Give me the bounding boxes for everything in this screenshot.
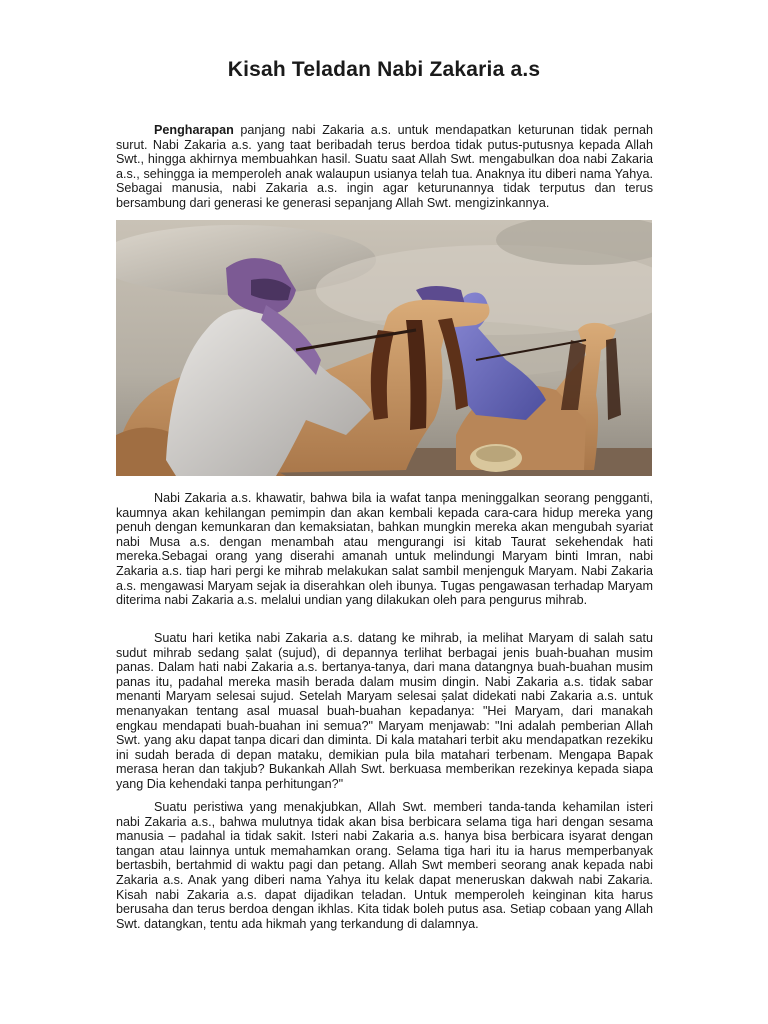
paragraph-text: panjang nabi Zakaria a.s. untuk mendapatkan keturunan tidak pernah surut. Nabi Zakaria a.s. yang taat beribadah terus berdoa tidak putus-putusnya kepada Allah Swt., hingga akhirnya membuahkan hasil. Suatu saat Allah Swt. mengabulkan doa nabi Zakaria a.s., sehingga ia memperoleh anak walaupun usianya telah tua. Anaknya itu diberi nama Yahya. Sebagai manusia, nabi Zakaria a.s. ingin agar keturunannya tidak terputus dan terus bersambung dari generasi ke generasi sepanjang Allah Swt. mengizinkannya.: [116, 123, 653, 210]
paragraph-4: Suatu peristiwa yang menakjubkan, Allah Swt. memberi tanda-tanda kehamilan isteri nabi Zakaria a.s., bahwa mulutnya tidak akan bisa berbicara selama tiga hari dengan sesama manusia – padahal ia tidak sakit. Isteri nabi Zakaria a.s. hanya bisa berbicara isyarat dengan tangan atau lainnya untuk memahamkan orang. Selama tiga hari itu ia harus memperbanyak bertasbih, bertahmid di waktu pagi dan petang. Allah Swt memberi seorang anak kepada nabi Zakaria a.s. Anak yang diberi nama Yahya itu kelak dapat meneruskan dakwah nabi Zakaria. Kisah nabi Zakaria a.s. dapat dijadikan teladan. Untuk memperoleh keinginan kita harus berusaha dan terus berdoa dengan ikhlas. Kita tidak boleh putus asa. Setiap cobaan yang Allah Swt. datangkan, tentu ada hikmah yang terkandung di dalamnya.: [116, 800, 653, 931]
camel-riders-illustration: [116, 220, 652, 476]
paragraph-1: [116, 123, 653, 211]
paragraph-3: Suatu hari ketika nabi Zakaria a.s. datang ke mihrab, ia melihat Maryam di salah satu sudut mihrab sedang ṣalat (sujud), di depannya terlihat berbagai jenis buah-buahan musim panas. Dalam hati nabi Zakaria a.s. bertanya-tanya, dari mana datangnya buah-buahan musim panas itu, padahal mereka masih berada dalam musim dingin. Nabi Zakaria a.s. tidak sabar menanti Maryam selesai sujud. Setelah Maryam selesai ṣalat didekati nabi Zakaria a.s. untuk menanyakan tentang asal muasal buah-buahan kepadanya: "Hei Maryam, dari manakah engkau mendapati buah-buahan ini semua?" Maryam menjawab: "Ini adalah pemberian Allah Swt. yang aku dapat tanpa dicari dan diminta. Di kala matahari terbit aku mendapatkan rezekiku ini sudah berada di depan mataku, demikian pula bila matahari terbenam. Mengapa Bapak merasa heran dan takjub? Bukankah Allah Swt. berkuasa memberikan rezekinya kepada siapa yang Dia kehendaki tanpa perhitungan?": [116, 631, 653, 791]
paragraph-lead: Pengharapan: [154, 123, 234, 137]
paragraph-2: Nabi Zakaria a.s. khawatir, bahwa bila ia wafat tanpa meninggalkan seorang pengganti, kaumnya akan kehilangan pemimpin dan akan kembali kepada cara-cara hidup mereka yang penuh dengan kemunkaran dan kemaksiatan, bahkan mungkin mereka akan mengubah syariat nabi Musa a.s. dengan menambah atau mengurangi isi kitab Taurat sekehendak hati mereka.Sebagai orang yang diserahi amanah untuk melindungi Maryam binti Imran, nabi Zakaria a.s. tiap hari pergi ke mihrab melakukan salat sambil menjenguk Maryam. Nabi Zakaria a.s. mengawasi Maryam sejak ia diserahkan oleh ibunya. Tugas pengawasan terhadap Maryam diterima nabi Zakaria a.s. melalui undian yang dilakukan oleh para pengurus mihrab.: [116, 491, 653, 608]
document-title: Kisah Teladan Nabi Zakaria a.s: [227, 58, 541, 81]
illustration-photo: [116, 220, 652, 476]
